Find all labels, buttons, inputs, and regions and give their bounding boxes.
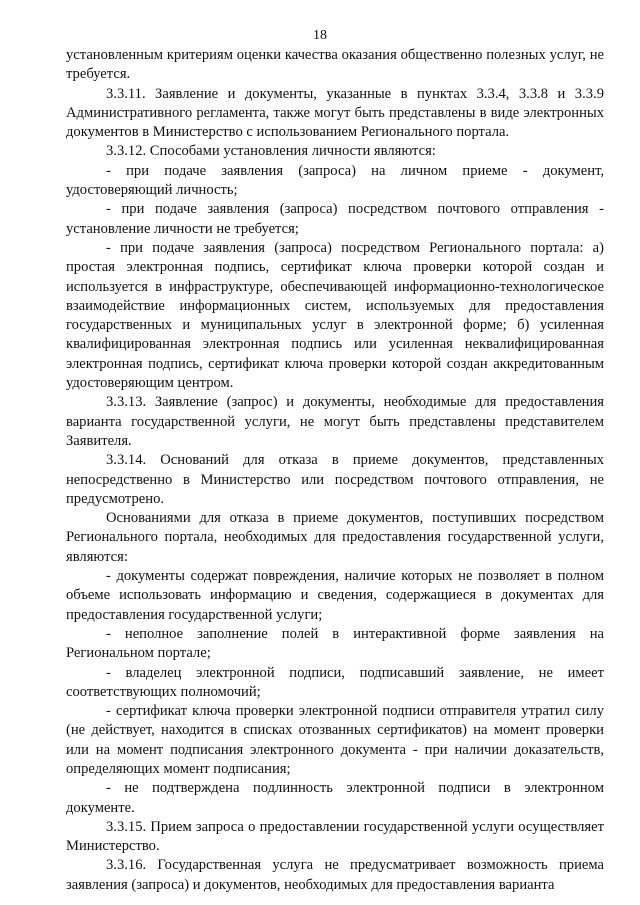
- list-item-incomplete-form: - неполное заполнение полей в интерактивной форме заявления на Региональном портале;: [66, 625, 604, 662]
- paragraph-3-3-13: 3.3.13. Заявление (запрос) и документы, необходимые для предоставления варианта государственной услуги, не могут быть представлены представителем Заявителя.: [66, 394, 604, 449]
- paragraph-3-3-11: 3.3.11. Заявление и документы, указанные в пунктах 3.3.4, 3.3.8 и 3.3.9 Административного регламента, также могут быть представлены в виде электронных документов в Министерство с использованием Регионального портала.: [66, 85, 604, 141]
- paragraph-3-3-15: 3.3.15. Прием запроса о предоставлении государственной услуги осуществляет Министерство.: [66, 818, 604, 855]
- list-item-damaged-documents: - документы содержат повреждения, наличие которых не позволяет в полном объеме использовать информацию и сведения, содержащиеся в документах для предоставления государственной услуги;: [66, 568, 604, 623]
- paragraph-refusal-grounds: Основаниями для отказа в приеме документов, поступивших посредством Регионального портала, необходимых для предоставления государственной услуги, являются:: [66, 510, 604, 565]
- list-item-certificate-invalid: - сертификат ключа проверки электронной подписи отправителя утратил силу (не действует, находится в списках отозванных сертификатов) на момент проверки или на момент подписания электронного документа - при наличии доказательств, определяющих момент подписания;: [66, 703, 604, 777]
- document-body: [66, 46, 604, 895]
- list-item-no-authority: - владелец электронной подписи, подписавший заявление, не имеет соответствующих полномочий;: [66, 664, 604, 700]
- list-item-personal-reception: - при подаче заявления (запроса) на личном приеме - документ, удостоверяющий личность;: [66, 162, 604, 199]
- page-number: 18: [313, 28, 327, 43]
- paragraph-continuation: установленным критериям оценки качества оказания общественно полезных услуг, не требуется.: [66, 47, 604, 83]
- list-item-signature-not-confirmed: - не подтверждена подлинность электронной подписи в электронном документе.: [66, 780, 604, 816]
- list-item-regional-portal: - при подаче заявления (запроса) посредством Регионального портала: а) простая электронная подпись, сертификат ключа проверки которой создан и используется в инфраструктуре, обеспечивающей информационно-технологическое взаимодействие информационных систем, используемых для предоставления государственных и муниципальных услуг в электронной форме; б) усиленная квалифицированная электронная подпись или усиленная неквалифицированная электронная подпись, сертификат ключа проверки которой создан аккредитованным удостоверяющим центром.: [66, 239, 604, 392]
- paragraph-3-3-12: 3.3.12. Способами установления личности являются:: [106, 143, 436, 160]
- list-item-postal: - при подаче заявления (запроса) посредством почтового отправления - установление личности не требуется;: [66, 201, 604, 237]
- paragraph-3-3-14: 3.3.14. Оснований для отказа в приеме документов, представленных непосредственно в Министерство или посредством почтового отправления, не предусмотрено.: [66, 452, 604, 507]
- paragraph-3-3-16: 3.3.16. Государственная услуга не предусматривает возможность приема заявления (запроса) и документов, необходимых для предоставления варианта: [66, 857, 604, 893]
